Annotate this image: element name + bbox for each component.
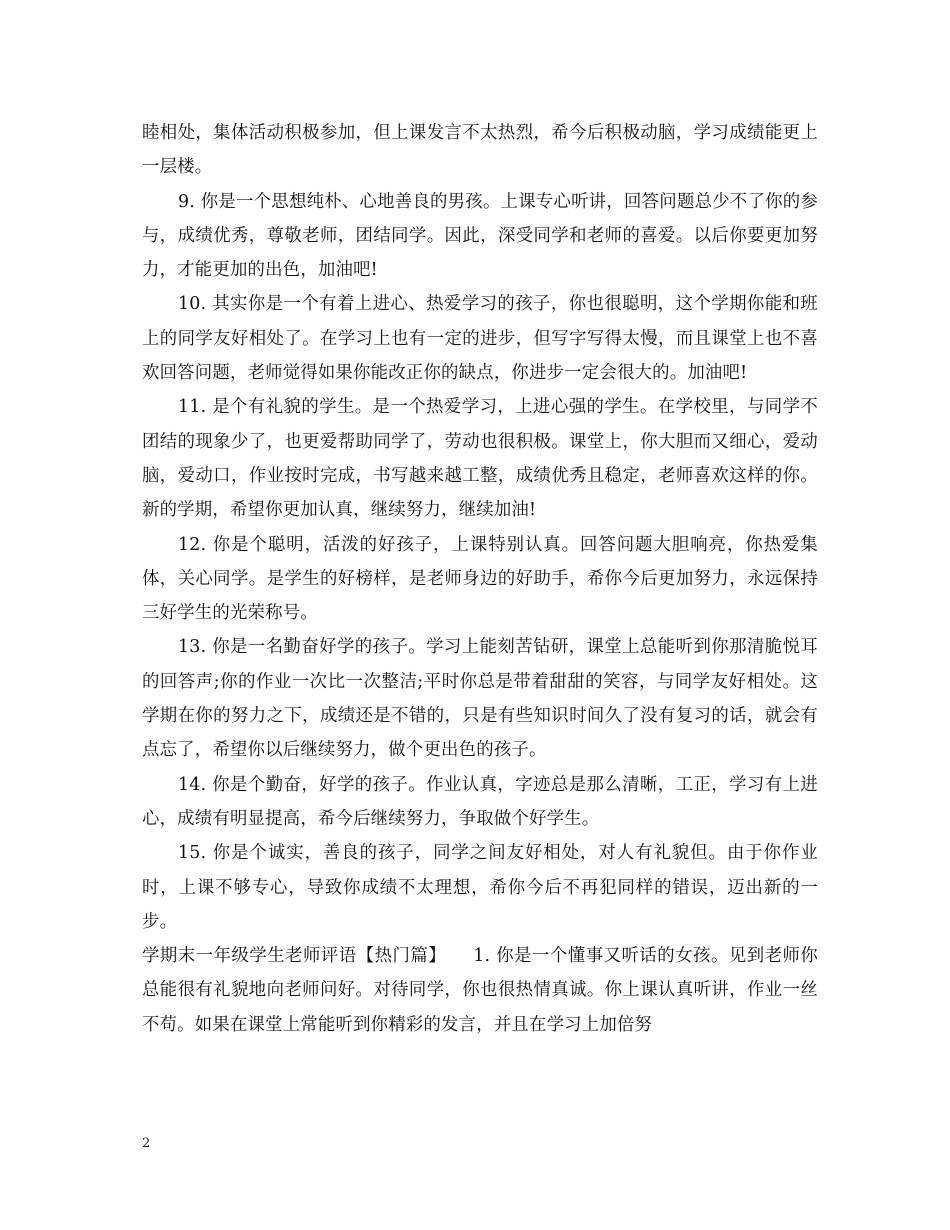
paragraph-item-14: 14. 你是个勤奋，好学的孩子。作业认真，字迹总是那么清晰，工正，学习有上进心，成绩有明显提高，希今后继续努力，争取做个好学生。 (142, 774, 818, 829)
page-number: 2 (142, 1136, 151, 1151)
paragraph-item-13: 13. 你是一名勤奋好学的孩子。学习上能刻苦钻研，课堂上总能听到你那清脆悦耳的回答声;你的作业一次比一次整洁;平时你总是带着甜甜的笑容，与同学友好相处。这学期在你的努力之下，成绩还是不错的，只是有些知识时间久了没有复习的话，就会有点忘了，希望你以后继续努力，做个更出色的孩子。 (142, 637, 818, 761)
section-heading-paragraph: 学期末一年级学生老师评语【热门篇】 1. 你是一个懂事又听话的女孩。见到老师你总能很有礼貌地向老师问好。对待同学，你也很热情真诚。你上课认真听讲，作业一丝不苟。如果在课堂上常能听到你精彩的发言，并且在学习上加倍努 (142, 946, 818, 1035)
paragraph-item-9: 9. 你是一个思想纯朴、心地善良的男孩。上课专心听讲，回答问题总少不了你的参与，成绩优秀，尊敬老师，团结同学。因此，深受同学和老师的喜爱。以后你要更加努力，才能更加的出色，加油吧! (142, 191, 818, 281)
paragraph-item-12: 12. 你是个聪明，活泼的好孩子，上课特别认真。回答问题大胆响亮，你热爱集体，关心同学。是学生的好榜样，是老师身边的好助手，希你今后更加努力，永远保持三好学生的光荣称号。 (142, 534, 818, 624)
paragraph-item-11: 11. 是个有礼貌的学生。是一个热爱学习，上进心强的学生。在学校里，与同学不团结的现象少了，也更爱帮助同学了，劳动也很积极。课堂上，你大胆而又细心，爱动脑，爱动口，作业按时完成，书写越来越工整，成绩优秀且稳定，老师喜欢这样的你。新的学期，希望你更加认真，继续努力，继续加油! (142, 397, 818, 521)
paragraph-continuation: 睦相处，集体活动积极参加，但上课发言不太热烈，希今后积极动脑，学习成绩能更上一层楼。 (142, 123, 818, 178)
paragraph-item-15: 15. 你是个诚实，善良的孩子，同学之间友好相处，对人有礼貌但。由于你作业时，上课不够专心，导致你成绩不太理想，希你今后不再犯同样的错误，迈出新的一步。 (142, 843, 818, 932)
page-body (142, 116, 818, 1042)
paragraph-item-10: 10. 其实你是一个有着上进心、热爱学习的孩子，你也很聪明，这个学期你能和班上的同学友好相处了。在学习上也有一定的进步，但写字写得太慢，而且课堂上也不喜欢回答问题，老师觉得如果你能改正你的缺点，你进步一定会很大的。加油吧! (142, 294, 818, 384)
